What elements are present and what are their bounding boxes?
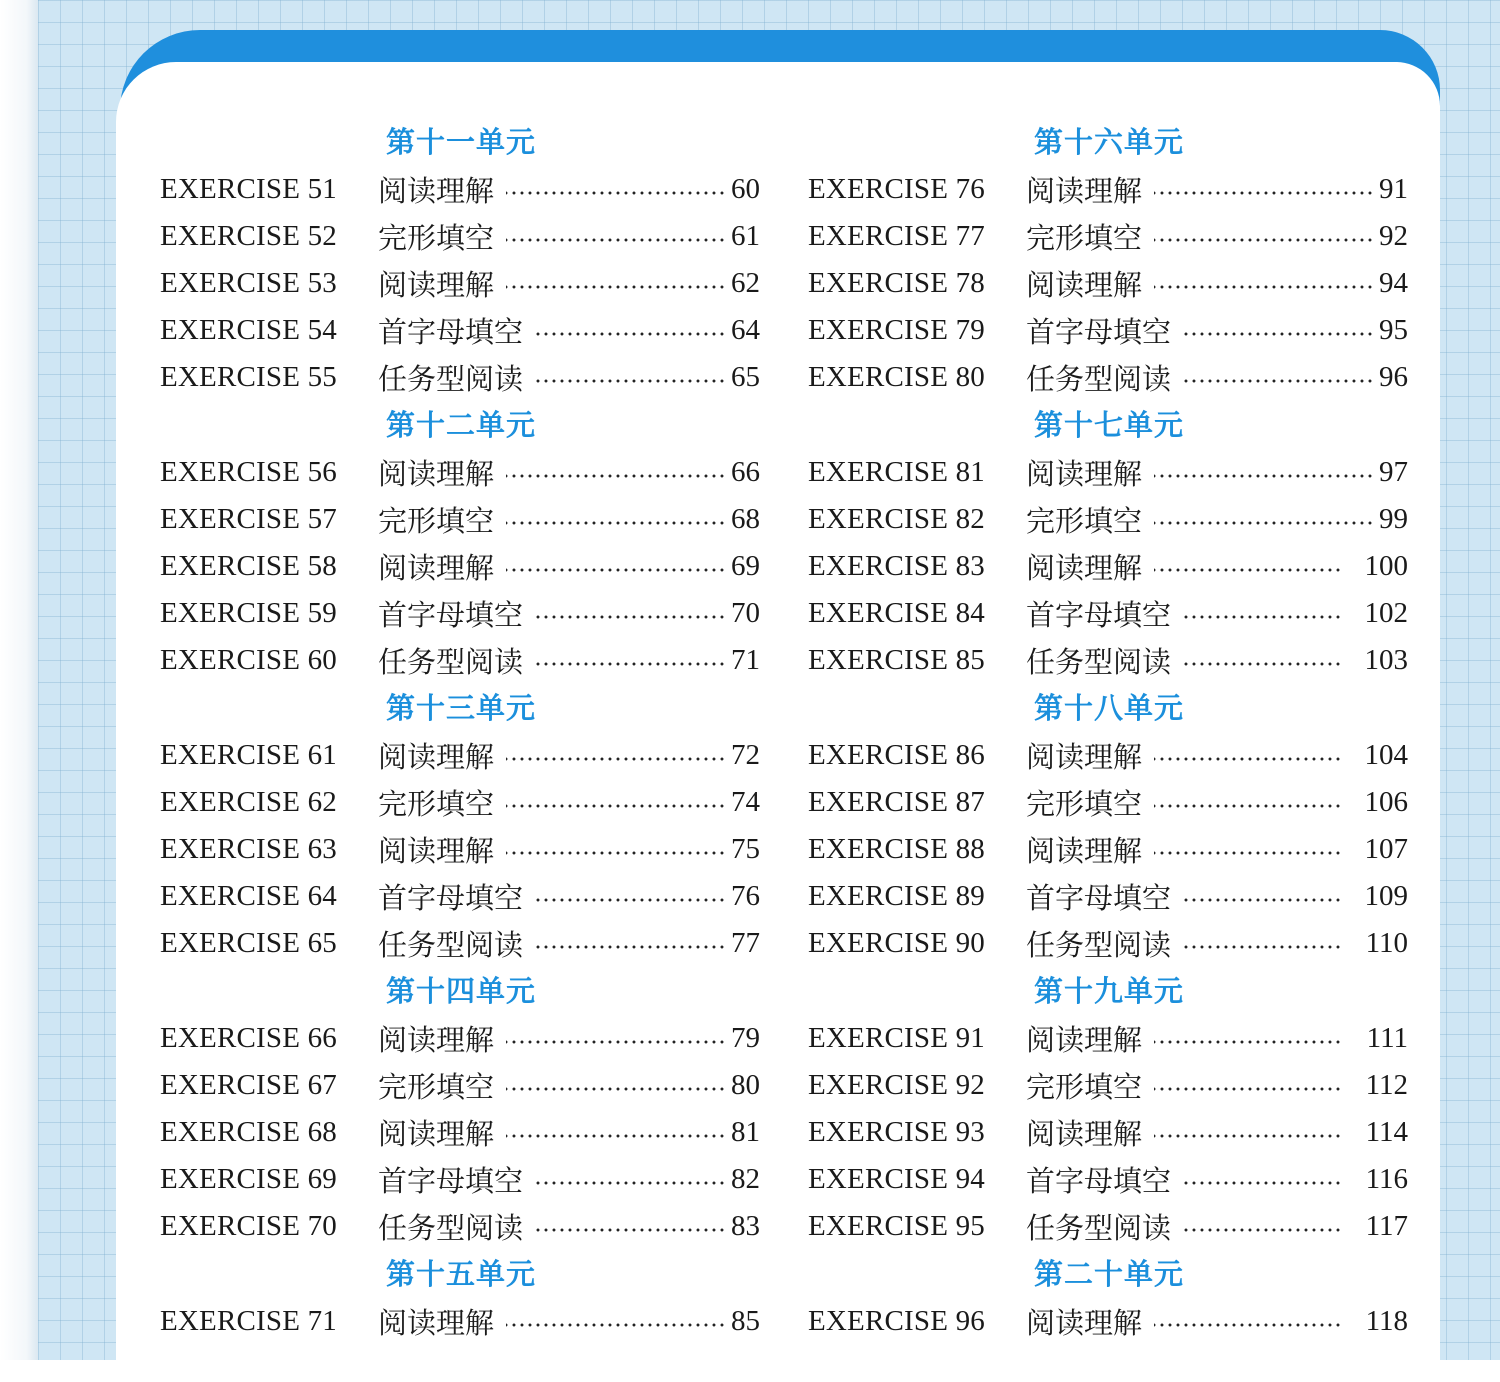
toc-entry	[160, 1015, 760, 1062]
exercise-topic: 阅读理解	[378, 834, 495, 868]
toc-entry	[808, 449, 1408, 496]
page-number: 85	[731, 1305, 760, 1337]
page-number: 96	[1379, 361, 1408, 393]
exercise-topic: 完形填空	[1026, 504, 1143, 538]
toc-entry	[160, 260, 760, 307]
dot-leader	[1154, 567, 1342, 573]
toc-entry	[160, 873, 760, 920]
toc-entry	[808, 732, 1408, 779]
page-number: 109	[1364, 880, 1408, 912]
page-left-margin	[0, 0, 38, 1360]
dot-leader	[1154, 237, 1374, 243]
dot-leader	[506, 756, 726, 762]
exercise-label: EXERCISE 58	[160, 550, 338, 582]
exercise-topic: 完形填空	[1026, 1070, 1143, 1104]
page-number: 107	[1364, 833, 1408, 865]
exercise-topic: 阅读理解	[1026, 457, 1143, 491]
toc-entry	[808, 166, 1408, 213]
toc-entry	[160, 354, 760, 401]
page-number: 97	[1379, 456, 1408, 488]
exercise-topic: 阅读理解	[378, 268, 495, 302]
dot-leader	[1154, 1039, 1342, 1045]
exercise-label: EXERCISE 55	[160, 361, 338, 393]
exercise-topic: 任务型阅读	[378, 362, 524, 396]
exercise-label: EXERCISE 77	[808, 220, 986, 252]
page-number: 68	[731, 503, 760, 535]
page-number: 102	[1364, 597, 1408, 629]
toc-entry	[160, 590, 760, 637]
exercise-topic: 阅读理解	[1026, 1306, 1143, 1340]
dot-leader	[1154, 520, 1374, 526]
exercise-label: EXERCISE 95	[808, 1210, 986, 1242]
exercise-topic: 阅读理解	[1026, 834, 1143, 868]
toc-entry	[808, 826, 1408, 873]
exercise-topic: 首字母填空	[1026, 1164, 1172, 1198]
exercise-label: EXERCISE 83	[808, 550, 986, 582]
toc-entry	[808, 1298, 1408, 1345]
exercise-label: EXERCISE 82	[808, 503, 986, 535]
exercise-topic: 阅读理解	[1026, 174, 1143, 208]
exercise-label: EXERCISE 52	[160, 220, 338, 252]
exercise-label: EXERCISE 56	[160, 456, 338, 488]
exercise-topic: 完形填空	[378, 787, 495, 821]
page-number: 92	[1379, 220, 1408, 252]
exercise-label: EXERCISE 57	[160, 503, 338, 535]
toc-entry	[808, 637, 1408, 684]
toc-entry	[808, 213, 1408, 260]
dot-leader	[1183, 897, 1342, 903]
exercise-topic: 首字母填空	[1026, 598, 1172, 632]
page-number: 83	[731, 1210, 760, 1242]
toc-entry	[160, 1203, 760, 1250]
exercise-label: EXERCISE 60	[160, 644, 338, 676]
dot-leader	[535, 331, 726, 337]
toc-entry	[808, 873, 1408, 920]
page-number: 112	[1365, 1069, 1408, 1101]
page-number: 75	[731, 833, 760, 865]
exercise-topic: 首字母填空	[378, 598, 524, 632]
page-number: 66	[731, 456, 760, 488]
toc-entry	[160, 732, 760, 779]
exercise-label: EXERCISE 66	[160, 1022, 338, 1054]
exercise-topic: 阅读理解	[1026, 268, 1143, 302]
exercise-label: EXERCISE 69	[160, 1163, 338, 1195]
toc-entry	[160, 213, 760, 260]
page-number: 111	[1366, 1022, 1408, 1054]
unit-heading: 第十一单元	[386, 125, 537, 159]
exercise-topic: 阅读理解	[1026, 740, 1143, 774]
toc-entry	[808, 260, 1408, 307]
page-number: 80	[731, 1069, 760, 1101]
exercise-label: EXERCISE 63	[160, 833, 338, 865]
unit-heading: 第十四单元	[386, 974, 537, 1008]
exercise-label: EXERCISE 53	[160, 267, 338, 299]
exercise-label: EXERCISE 54	[160, 314, 338, 346]
exercise-label: EXERCISE 76	[808, 173, 986, 205]
exercise-topic: 阅读理解	[378, 174, 495, 208]
dot-leader	[506, 1322, 726, 1328]
exercise-topic: 阅读理解	[378, 740, 495, 774]
page-number: 118	[1365, 1305, 1408, 1337]
page-number: 100	[1364, 550, 1408, 582]
exercise-topic: 完形填空	[378, 1070, 495, 1104]
exercise-topic: 首字母填空	[1026, 881, 1172, 915]
exercise-label: EXERCISE 81	[808, 456, 986, 488]
dot-leader	[506, 567, 726, 573]
exercise-topic: 任务型阅读	[378, 645, 524, 679]
exercise-topic: 任务型阅读	[1026, 645, 1172, 679]
exercise-label: EXERCISE 51	[160, 173, 338, 205]
page-number: 116	[1365, 1163, 1408, 1195]
unit-heading: 第十八单元	[1034, 691, 1185, 725]
dot-leader	[1154, 1086, 1342, 1092]
dot-leader	[1154, 473, 1374, 479]
page-number: 110	[1365, 927, 1408, 959]
toc-entry	[160, 1062, 760, 1109]
exercise-topic: 任务型阅读	[1026, 362, 1172, 396]
toc-entry	[160, 1298, 760, 1345]
exercise-topic: 阅读理解	[1026, 1023, 1143, 1057]
toc-entry	[160, 1156, 760, 1203]
exercise-topic: 首字母填空	[378, 1164, 524, 1198]
dot-leader	[1183, 378, 1374, 384]
page-number: 95	[1379, 314, 1408, 346]
dot-leader	[1183, 1227, 1342, 1233]
dot-leader	[506, 803, 726, 809]
exercise-label: EXERCISE 79	[808, 314, 986, 346]
exercise-label: EXERCISE 71	[160, 1305, 338, 1337]
page-number: 91	[1379, 173, 1408, 205]
dot-leader	[535, 944, 726, 950]
exercise-label: EXERCISE 62	[160, 786, 338, 818]
dot-leader	[1154, 1322, 1342, 1328]
exercise-label: EXERCISE 80	[808, 361, 986, 393]
page-number: 117	[1365, 1210, 1408, 1242]
toc-entry	[808, 1156, 1408, 1203]
exercise-topic: 阅读理解	[378, 1023, 495, 1057]
exercise-topic: 任务型阅读	[378, 928, 524, 962]
page-number: 104	[1364, 739, 1408, 771]
exercise-label: EXERCISE 86	[808, 739, 986, 771]
unit-heading: 第十六单元	[1034, 125, 1185, 159]
toc-entry	[160, 307, 760, 354]
dot-leader	[1154, 756, 1342, 762]
exercise-label: EXERCISE 91	[808, 1022, 986, 1054]
unit-heading: 第十三单元	[386, 691, 537, 725]
exercise-topic: 阅读理解	[378, 551, 495, 585]
unit-heading: 第十七单元	[1034, 408, 1185, 442]
exercise-topic: 首字母填空	[378, 315, 524, 349]
exercise-label: EXERCISE 65	[160, 927, 338, 959]
toc-entry	[808, 496, 1408, 543]
toc-entry	[808, 1203, 1408, 1250]
toc-entry	[160, 543, 760, 590]
dot-leader	[1183, 661, 1342, 667]
dot-leader	[535, 378, 726, 384]
unit-heading: 第十五单元	[386, 1257, 537, 1291]
toc-entry	[808, 307, 1408, 354]
page-number: 61	[731, 220, 760, 252]
exercise-label: EXERCISE 61	[160, 739, 338, 771]
toc-entry	[160, 779, 760, 826]
page-number: 114	[1365, 1116, 1408, 1148]
dot-leader	[506, 520, 726, 526]
exercise-label: EXERCISE 87	[808, 786, 986, 818]
dot-leader	[535, 614, 726, 620]
exercise-topic: 完形填空	[378, 221, 495, 255]
exercise-label: EXERCISE 67	[160, 1069, 338, 1101]
toc-entry	[808, 590, 1408, 637]
dot-leader	[506, 1039, 726, 1045]
exercise-label: EXERCISE 94	[808, 1163, 986, 1195]
exercise-topic: 首字母填空	[378, 881, 524, 915]
unit-heading: 第十九单元	[1034, 974, 1185, 1008]
exercise-label: EXERCISE 59	[160, 597, 338, 629]
dot-leader	[506, 1086, 726, 1092]
toc-column-right	[808, 118, 1408, 1345]
page-number: 69	[731, 550, 760, 582]
page-number: 82	[731, 1163, 760, 1195]
page-number: 71	[731, 644, 760, 676]
exercise-label: EXERCISE 70	[160, 1210, 338, 1242]
exercise-label: EXERCISE 68	[160, 1116, 338, 1148]
exercise-topic: 阅读理解	[378, 457, 495, 491]
dot-leader	[1154, 1133, 1342, 1139]
page-number: 74	[731, 786, 760, 818]
exercise-topic: 首字母填空	[1026, 315, 1172, 349]
exercise-label: EXERCISE 85	[808, 644, 986, 676]
unit-heading: 第二十单元	[1034, 1257, 1185, 1291]
exercise-topic: 任务型阅读	[378, 1211, 524, 1245]
exercise-topic: 完形填空	[1026, 221, 1143, 255]
toc-entry	[160, 166, 760, 213]
exercise-topic: 阅读理解	[378, 1117, 495, 1151]
dot-leader	[1154, 850, 1342, 856]
exercise-label: EXERCISE 89	[808, 880, 986, 912]
exercise-label: EXERCISE 92	[808, 1069, 986, 1101]
exercise-topic: 阅读理解	[1026, 1117, 1143, 1151]
dot-leader	[506, 850, 726, 856]
unit-heading: 第十二单元	[386, 408, 537, 442]
toc-entry	[160, 920, 760, 967]
exercise-topic: 阅读理解	[378, 1306, 495, 1340]
toc-entry	[160, 496, 760, 543]
dot-leader	[1154, 190, 1374, 196]
dot-leader	[1154, 803, 1342, 809]
dot-leader	[535, 897, 726, 903]
exercise-topic: 阅读理解	[1026, 551, 1143, 585]
dot-leader	[506, 1133, 726, 1139]
toc-entry	[808, 354, 1408, 401]
toc-column-left	[160, 118, 760, 1345]
dot-leader	[1183, 331, 1374, 337]
page-number: 72	[731, 739, 760, 771]
dot-leader	[1183, 614, 1342, 620]
toc-entry	[160, 449, 760, 496]
page-number: 81	[731, 1116, 760, 1148]
dot-leader	[535, 1180, 726, 1186]
page-number: 76	[731, 880, 760, 912]
exercise-label: EXERCISE 64	[160, 880, 338, 912]
exercise-label: EXERCISE 96	[808, 1305, 986, 1337]
page-number: 65	[731, 361, 760, 393]
exercise-label: EXERCISE 90	[808, 927, 986, 959]
toc-entry	[808, 1015, 1408, 1062]
exercise-topic: 完形填空	[1026, 787, 1143, 821]
toc-entry	[808, 1109, 1408, 1156]
page-number: 62	[731, 267, 760, 299]
dot-leader	[506, 284, 726, 290]
page-number: 64	[731, 314, 760, 346]
toc-entry	[808, 543, 1408, 590]
dot-leader	[506, 473, 726, 479]
dot-leader	[506, 190, 726, 196]
dot-leader	[506, 237, 726, 243]
page-number: 106	[1364, 786, 1408, 818]
toc-entry	[160, 826, 760, 873]
page-number: 94	[1379, 267, 1408, 299]
exercise-topic: 完形填空	[378, 504, 495, 538]
exercise-label: EXERCISE 88	[808, 833, 986, 865]
toc-entry	[808, 920, 1408, 967]
toc-entry	[808, 779, 1408, 826]
dot-leader	[535, 1227, 726, 1233]
exercise-label: EXERCISE 93	[808, 1116, 986, 1148]
exercise-topic: 任务型阅读	[1026, 1211, 1172, 1245]
page-number: 77	[731, 927, 760, 959]
page-number: 99	[1379, 503, 1408, 535]
page-number: 79	[731, 1022, 760, 1054]
toc-entry	[160, 1109, 760, 1156]
dot-leader	[1183, 944, 1342, 950]
exercise-label: EXERCISE 84	[808, 597, 986, 629]
toc-entry	[808, 1062, 1408, 1109]
dot-leader	[535, 661, 726, 667]
exercise-topic: 任务型阅读	[1026, 928, 1172, 962]
page-number: 70	[731, 597, 760, 629]
exercise-label: EXERCISE 78	[808, 267, 986, 299]
toc-entry	[160, 637, 760, 684]
page-number: 103	[1364, 644, 1408, 676]
dot-leader	[1183, 1180, 1342, 1186]
page-number: 60	[731, 173, 760, 205]
dot-leader	[1154, 284, 1374, 290]
